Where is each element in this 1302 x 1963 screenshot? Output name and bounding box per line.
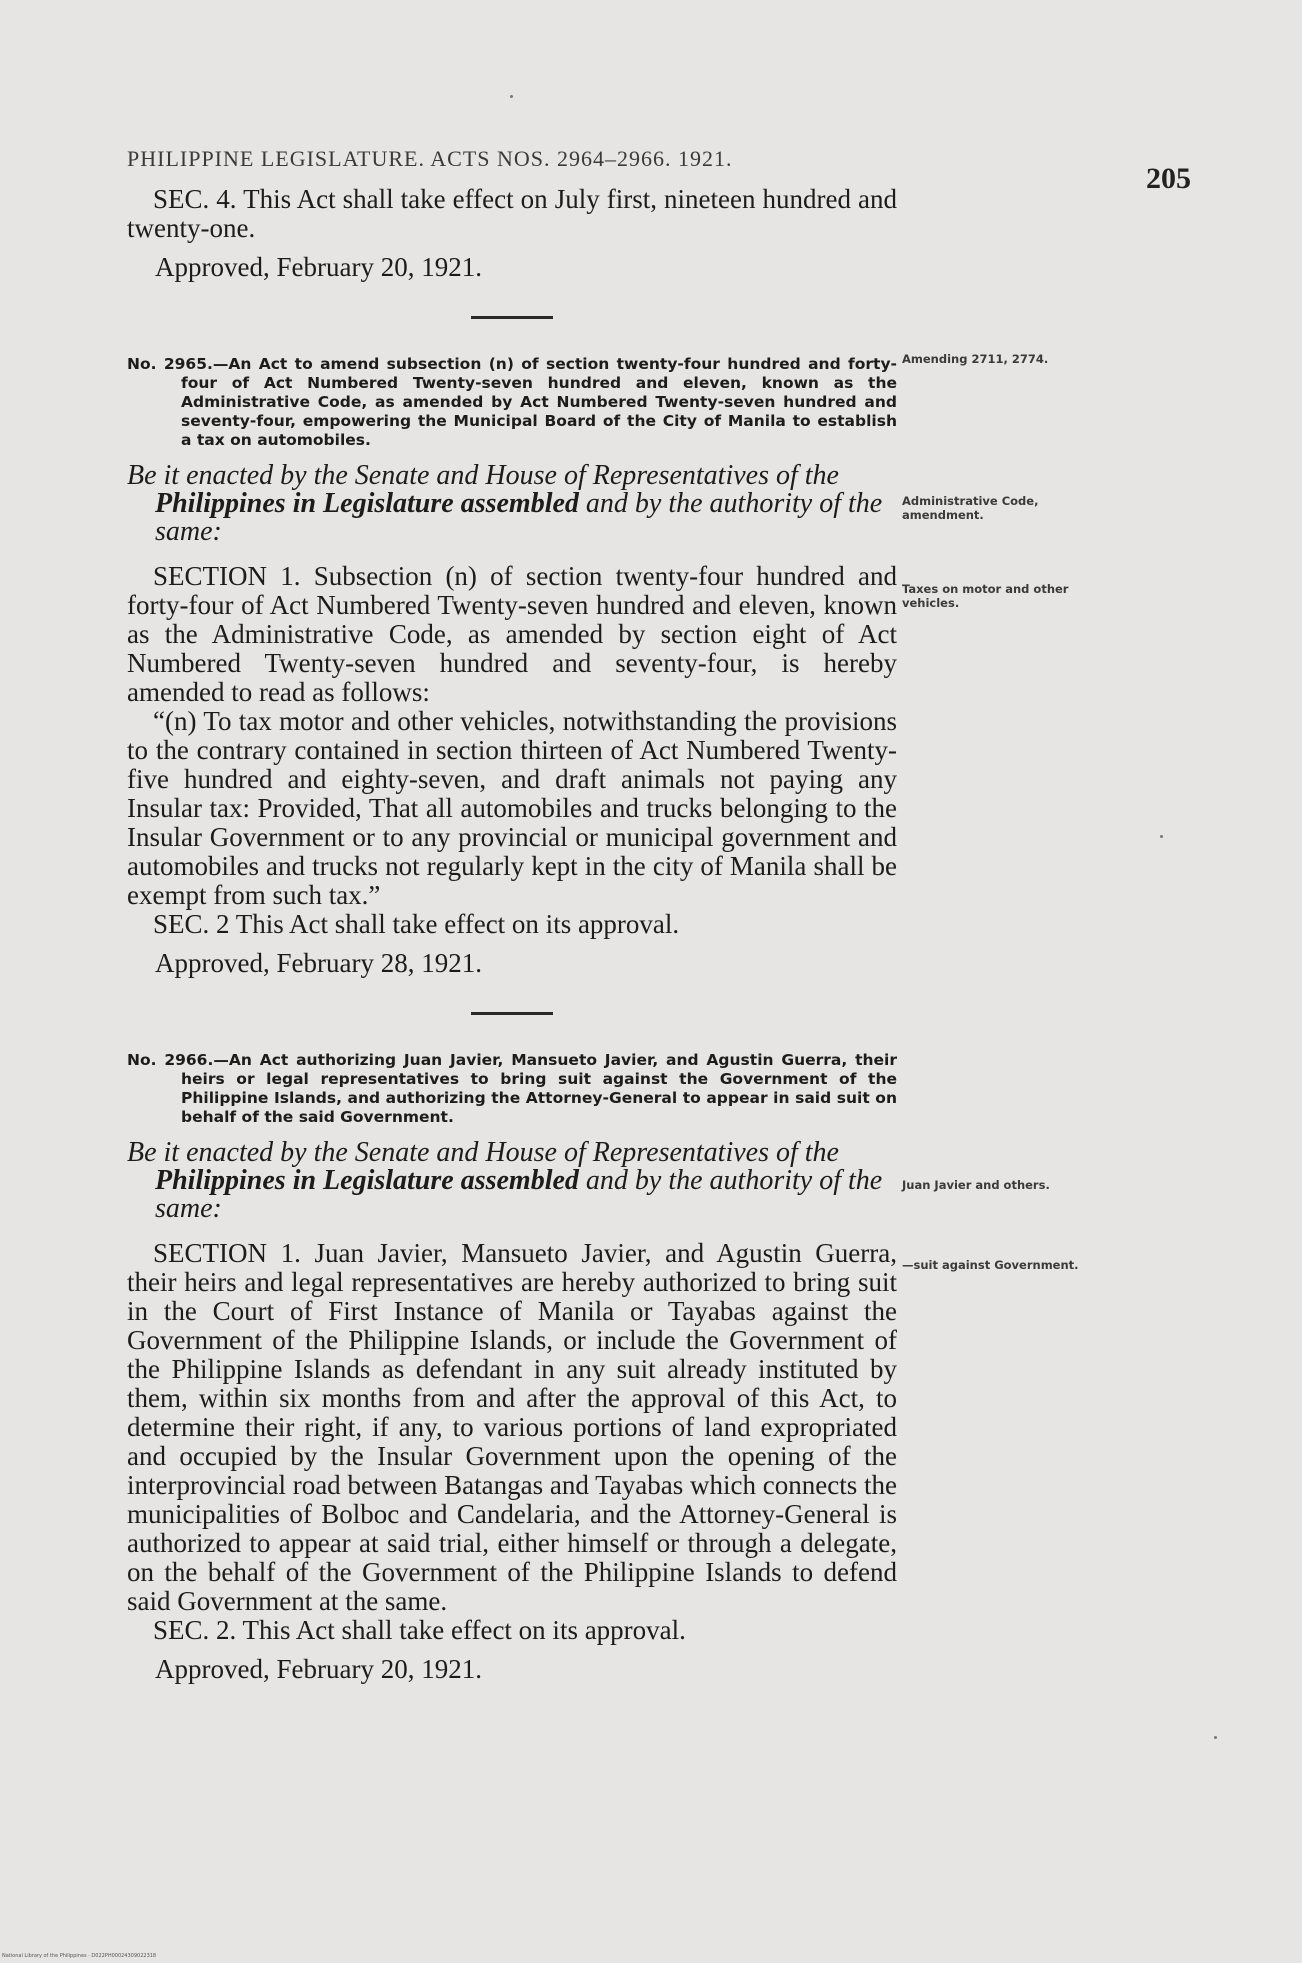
section-divider [471,1012,553,1015]
prev-act-approved: Approved, February 20, 1921. [155,252,482,282]
running-head: PHILIPPINE LEGISLATURE. ACTS NOS. 2964–2966. 1921. [127,146,733,171]
enacting-suffix: and by the authority of the same: [155,1165,883,1224]
page-number: 205 [1146,162,1191,195]
scan-speck [1160,835,1163,838]
act-2965-heading: No. 2965.—An Act to amend subsection (n) of section twenty-four hundred and forty-four of Act Numbered Twenty-seven hundred and eleven, known as the Administrative Code, as amended by Act Numbered Twenty-seven hundred and seventy-four, empowering the Municipal Board of the City of Manila to establish a tax on automobiles. [127,355,897,449]
side-note-suit: —suit against Government. [902,1258,1079,1272]
scan-speck [510,95,513,98]
enacting-prefix: Be it enacted by the Senate and House of Representatives of the [127,1137,839,1168]
enacting-bold: Philippines in Legislature assembled [155,1165,579,1196]
act-2966-section-1: SECTION 1. Juan Javier, Mansueto Javier, and Agustin Guerra, their heirs and legal representatives are hereby authorized to bring suit in the Court of First Instance of Manila or Tayabas against the Government of the Philippine Islands, or include the Government of the Philippine Islands as defendant in any suit already instituted by them, within six months from and after the approval of this Act, to determine their right, if any, to various portions of land expropriated and occupied by the Insular Government upon the opening of the interprovincial road between Batangas and Tayabas which connects the municipalities of Bolboc and Candelaria, and the Attorney-General is authorized to appear at said trial, either himself or through a delegate, on the behalf of the Government of the Philippine Islands to defend said Government at the same. [127,1238,897,1616]
act-2966-heading: No. 2966.—An Act authorizing Juan Javier, Mansueto Javier, and Agustin Guerra, their heirs or legal representatives to bring suit against the Government of the Philippine Islands, and authorizing the Attorney-General to appear in said suit on behalf of the said Government. [127,1051,897,1126]
prev-act-section-4: SEC. 4. This Act shall take effect on July first, nineteen hundred and twenty-one. [127,184,897,243]
digitization-stamp: National Library of the Philippines · D022PH00024309022318 [2,1953,157,1959]
enacting-bold: Philippines in Legislature assembled [155,488,579,519]
act-2966-section-2: SEC. 2. This Act shall take effect on its approval. [153,1615,686,1645]
act-2966-approved: Approved, February 20, 1921. [155,1654,482,1684]
act-2966-enacting-clause [127,1139,897,1223]
section-divider [471,316,553,319]
text-column [127,145,897,1684]
side-note-taxes: Taxes on motor and other vehicles. [902,582,1069,610]
act-2965-approved: Approved, February 28, 1921. [155,948,482,978]
enacting-suffix: and by the authority of the same: [155,488,883,547]
act-2965-quoted-provision: “(n) To tax motor and other vehicles, notwithstanding the provisions to the contrary contained in section thirteen of Act Numbered Twenty-five hundred and eighty-seven, and draft animals not paying any Insular tax: Provided, That all automobiles and trucks belonging to the Insular Government or to any provincial or municipal government and automobiles and trucks not regularly kept in the city of Manila shall be exempt from such tax.” [127,706,897,910]
side-note-juan-javier: Juan Javier and others. [902,1178,1050,1192]
enacting-prefix: Be it enacted by the Senate and House of Representatives of the [127,460,839,491]
act-2965-section-1: SECTION 1. Subsection (n) of section twenty-four hundred and forty-four of Act Numbered Twenty-seven hundred and eleven, known as the Administrative Code, as amended by section eight of Act Numbered Twenty-seven hundred and seventy-four, is hereby amended to read as follows: [127,561,897,707]
side-note-amending: Amending 2711, 2774. [902,352,1049,366]
scan-speck [1214,1736,1217,1739]
act-2965-section-2: SEC. 2 This Act shall take effect on its approval. [153,909,680,939]
side-note-admin-code: Administrative Code, amendment. [902,494,1039,522]
act-2965-enacting-clause [127,462,897,546]
